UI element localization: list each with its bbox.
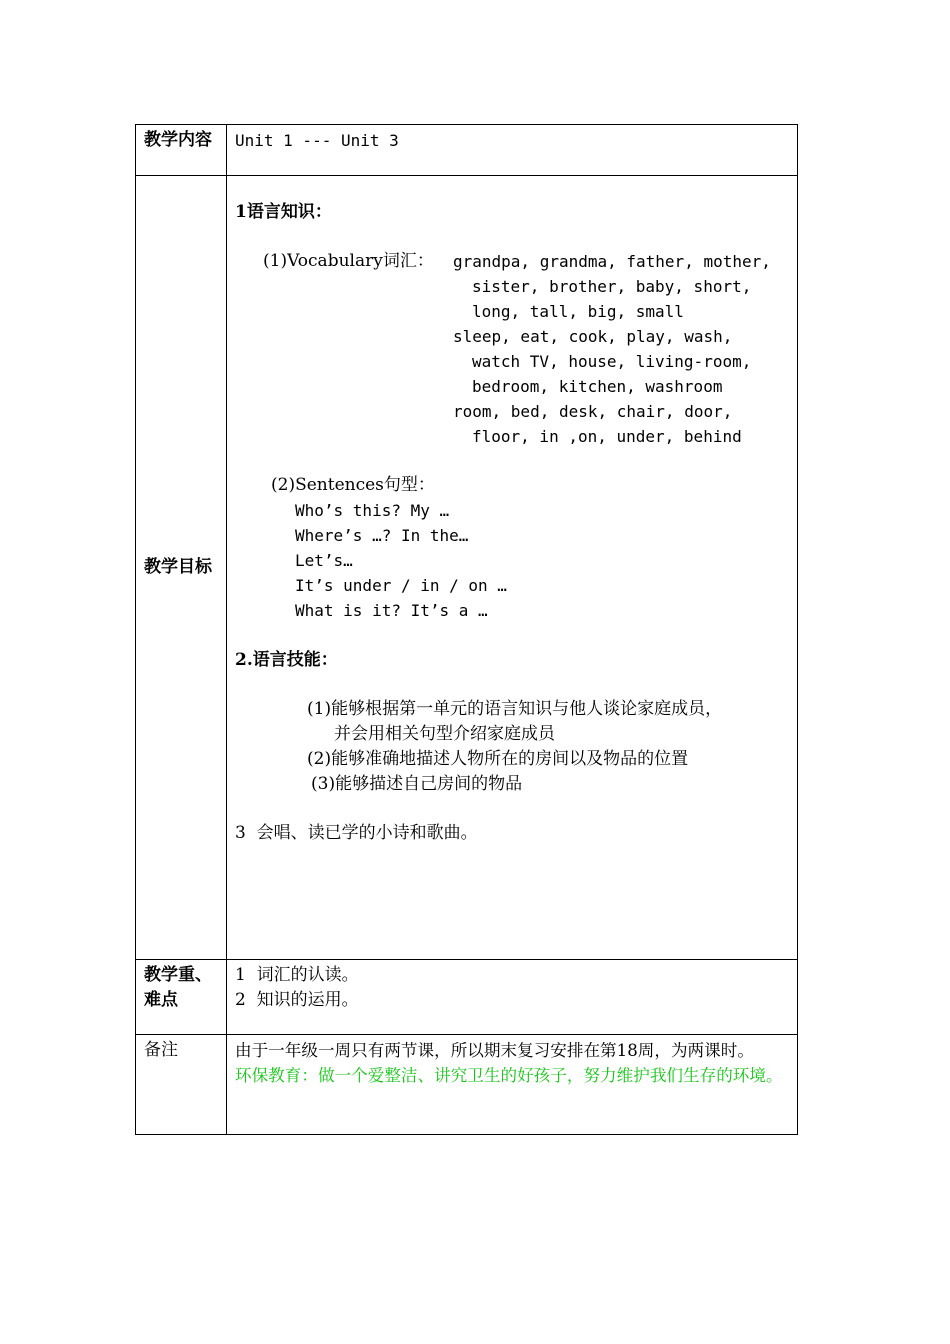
goals-cell xyxy=(227,176,798,960)
section2-title: 2.语言技能： xyxy=(235,650,338,670)
vocab-line: floor, in ,on, under, behind xyxy=(472,427,742,446)
vocab-line: bedroom, kitchen, washroom xyxy=(472,377,723,396)
content-value: Unit 1 --- Unit 3 xyxy=(227,125,798,176)
notes-green-text: 环保教育：做一个爱整洁、讲究卫生的好孩子，努力维护我们生存的环境。 xyxy=(235,1066,783,1085)
vocab-label: (1)Vocabulary词汇： xyxy=(263,251,434,271)
vocab-line: grandpa, grandma, father, mother, xyxy=(453,252,771,271)
content-row xyxy=(136,125,798,176)
section1-title: 1语言知识： xyxy=(235,202,332,222)
skill-line: (1)能够根据第一单元的语言知识与他人谈论家庭成员， xyxy=(307,699,723,719)
skill-line: 并会用相关句型介绍家庭成员 xyxy=(334,724,555,744)
sentence-line: It’s under / in / on … xyxy=(295,576,507,595)
key-point: 1 词汇的认读。 xyxy=(235,965,359,985)
sentence-line: Let’s… xyxy=(295,551,353,570)
skill-line: (3)能够描述自己房间的物品 xyxy=(311,774,523,794)
notes-cell xyxy=(227,1035,798,1135)
lesson-plan-table xyxy=(135,124,798,1135)
notes-header: 备注 xyxy=(136,1035,227,1135)
sentence-line: Where’s …? In the… xyxy=(295,526,469,545)
key-points-row xyxy=(136,960,798,1035)
skill-line: (2)能够准确地描述人物所在的房间以及物品的位置 xyxy=(307,749,689,769)
key-points-header: 教学重、难点 xyxy=(136,960,227,1035)
sentence-line: Who’s this? My … xyxy=(295,501,450,520)
goals-row xyxy=(136,176,798,960)
notes-row xyxy=(136,1035,798,1135)
vocab-line: long, tall, big, small xyxy=(472,302,684,321)
vocab-line: watch TV, house, living-room, xyxy=(472,352,752,371)
content-header: 教学内容 xyxy=(136,125,227,176)
vocab-line: room, bed, desk, chair, door, xyxy=(453,402,733,421)
section3-text: 3 会唱、读已学的小诗和歌曲。 xyxy=(235,823,478,843)
key-point: 2 知识的运用。 xyxy=(235,990,359,1010)
sentence-line: What is it? It’s a … xyxy=(295,601,488,620)
sentences-label: (2)Sentences句型： xyxy=(271,475,435,495)
vocab-line: sister, brother, baby, short, xyxy=(472,277,752,296)
key-points-cell xyxy=(227,960,798,1035)
vocab-line: sleep, eat, cook, play, wash, xyxy=(453,327,733,346)
notes-text: 由于一年级一周只有两节课，所以期末复习安排在第18周，为两课时。 xyxy=(235,1041,754,1060)
goals-header: 教学目标 xyxy=(136,176,227,960)
